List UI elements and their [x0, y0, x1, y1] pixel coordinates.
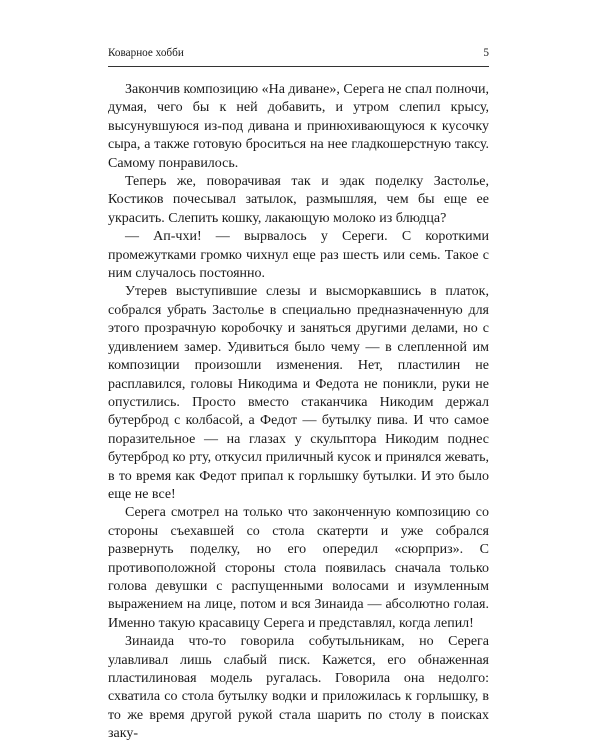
- paragraph: Серега смотрел на только что законченную композицию со стороны съехавшей со стола скатерти и уже собрался развернуть поделку, но его опередил «сюрприз». С противоположной стороны стола появилась сначала только голова девушки с распущенными волосами и изумленным выражением на лице, потом и вся Зинаида — абсолютно голая. Именно такую красавицу Серега и представлял, когда лепил!: [108, 505, 489, 631]
- paragraph: Зинаида что-то говорила собутыльникам, но Серега улавливал лишь слабый писк. Кажется, его обнаженная пластилиновая модель ругалась. Говорила она недолго: схватила со стола бутылку водки и приложилась к горлышку, в то же время другой рукой стала шарить по столу в поисках заку-: [108, 634, 489, 742]
- book-page: [108, 46, 489, 742]
- running-title: Коварное хобби: [108, 47, 184, 59]
- paragraph: — Ап-чхи! — вырвалось у Сереги. С короткими промежутками громко чихнул еще раз шесть или семь. Такое с ним случалось постоянно.: [108, 229, 489, 282]
- paragraph: Утерев выступившие слезы и высморкавшись в платок, собрался убрать Застолье в специально предназначенную для этого прозрачную коробочку и заняться другими делами, но с удивлением замер. Удивиться было чему — в слепленной им композиции произошли изменения. Нет, пластилин не расплавился, головы Никодима и Федота не поникли, руки не опустились. Просто вместо стаканчика Никодим держал бутерброд с колбасой, а Федот — бутылку пива. И что самое поразительное — на глазах у скульптора Никодим поднес бутерброд ко рту, откусил приличный кусок и принялся жевать, в то время как Федот припал к горлышку бутылки. И это было еще не все!: [108, 284, 489, 502]
- paragraph: Теперь же, поворачивая так и эдак поделку Застолье, Костиков почесывал затылок, размышляя, чем бы еще ее украсить. Слепить кошку, лакающую молоко из блюдца?: [108, 174, 489, 226]
- body-text: [108, 81, 489, 744]
- header-rule: [108, 66, 489, 67]
- running-header: [108, 46, 489, 60]
- page-number: 5: [483, 47, 489, 59]
- paragraph: Закончив композицию «На диване», Серега не спал полночи, думая, чего бы к ней добавить, и утром слепил крысу, высунувшуюся из-под дивана и принюхивающуюся к кусочку сыра, а также готовую броситься на нее гладкошерстную таксу. Самому понравилось.: [108, 82, 489, 171]
